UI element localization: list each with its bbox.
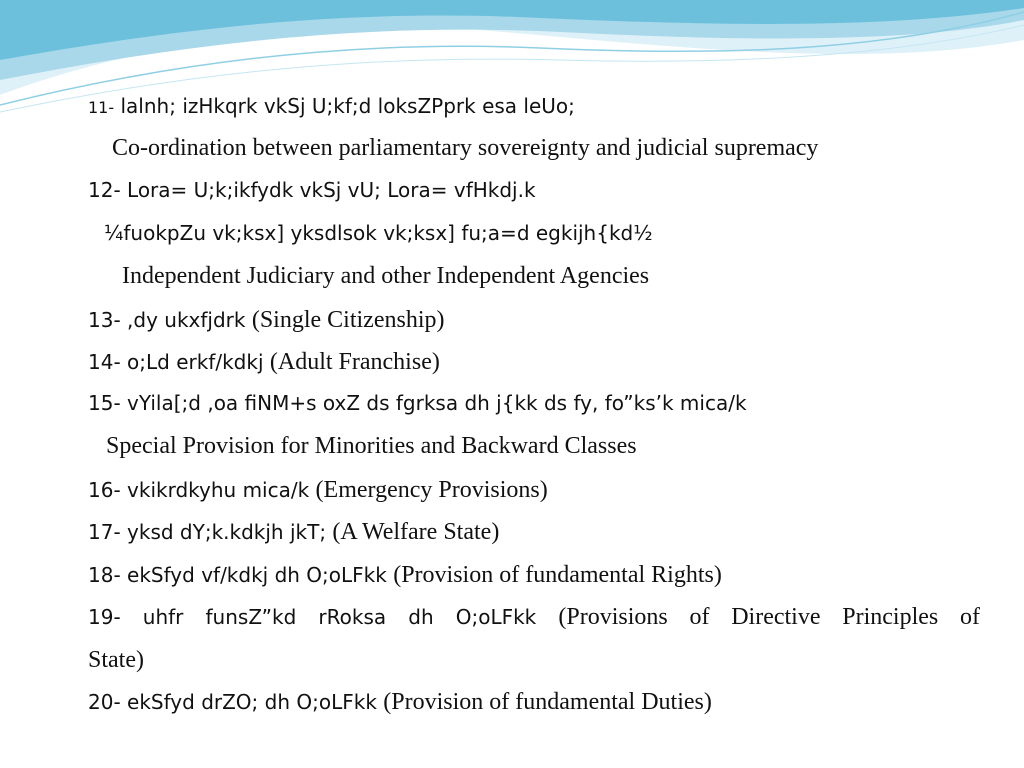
item-12-subtext	[104, 223, 653, 243]
hindi-text: vYila[;d ,oa fiNM+s oxZ ds fgrksa dh j{kk ds fy, fo”ks’k mica/k	[120, 391, 747, 415]
hindi-text: Lora= U;k;ikfydk vkSj vU; Lora= vfHkdj.k	[120, 178, 536, 202]
english-text: (Provision of fundamental Duties)	[383, 689, 712, 715]
english-text: Special Provision for Minorities and Backward Classes	[106, 433, 637, 459]
item-number: 11-	[88, 98, 115, 117]
english-text: (Provision of fundamental Rights)	[393, 562, 722, 588]
english-text: Co-ordination between parliamentary sovereignty and judicial supremacy	[112, 135, 819, 161]
item-11	[88, 96, 575, 116]
item-18	[88, 563, 722, 587]
item-number: 12-	[88, 178, 121, 202]
item-number: 17-	[88, 520, 121, 544]
hindi-text: yksd dY;k.kdkjh jkT;	[120, 520, 333, 544]
item-19-continuation	[88, 648, 144, 672]
item-15	[88, 393, 747, 413]
english-text: (Single Citizenship)	[251, 307, 445, 333]
item-11-english	[112, 136, 818, 160]
item-number: 16-	[88, 478, 121, 502]
item-20	[88, 690, 712, 714]
english-text: Independent Judiciary and other Independent Agencies	[122, 263, 650, 289]
english-text: (Provisions of Directive Principles of	[558, 604, 980, 630]
item-15-english	[106, 434, 637, 458]
hindi-text: ekSfyd drZO; dh O;oLFkk	[120, 690, 384, 714]
item-number: 15-	[88, 391, 121, 415]
english-text: (Adult Franchise)	[269, 349, 440, 375]
item-16	[88, 478, 548, 502]
english-text: (Emergency Provisions)	[315, 477, 548, 503]
english-text: State)	[88, 647, 144, 673]
hindi-text: uhfr funsZ”kd rRoksa dh O;oLFkk	[120, 605, 559, 629]
hindi-text: o;Ld erkf/kdkj	[120, 350, 270, 374]
item-12-english	[122, 264, 649, 288]
item-number: 13-	[88, 308, 121, 332]
item-number: 18-	[88, 563, 121, 587]
item-17	[88, 520, 499, 544]
hindi-text: lalnh; izHkqrk vkSj U;kf;d loksZPprk esa leUo;	[114, 94, 575, 118]
item-13	[88, 308, 444, 332]
hindi-text: vkikrdkyhu mica/k	[120, 478, 316, 502]
item-number: 20-	[88, 690, 121, 714]
hindi-text: ,dy ukxfjdrk	[120, 308, 252, 332]
item-14	[88, 350, 440, 374]
hindi-text: ¼fuokpZu vk;ksx] yksdlsok vk;ksx] fu;a=d egkijh{kd½	[104, 221, 653, 245]
english-text: (A Welfare State)	[332, 519, 500, 545]
item-12	[88, 180, 536, 200]
item-number: 19-	[88, 605, 121, 629]
item-19	[88, 605, 980, 629]
hindi-text: ekSfyd vf/kdkj dh O;oLFkk	[120, 563, 394, 587]
item-number: 14-	[88, 350, 121, 374]
